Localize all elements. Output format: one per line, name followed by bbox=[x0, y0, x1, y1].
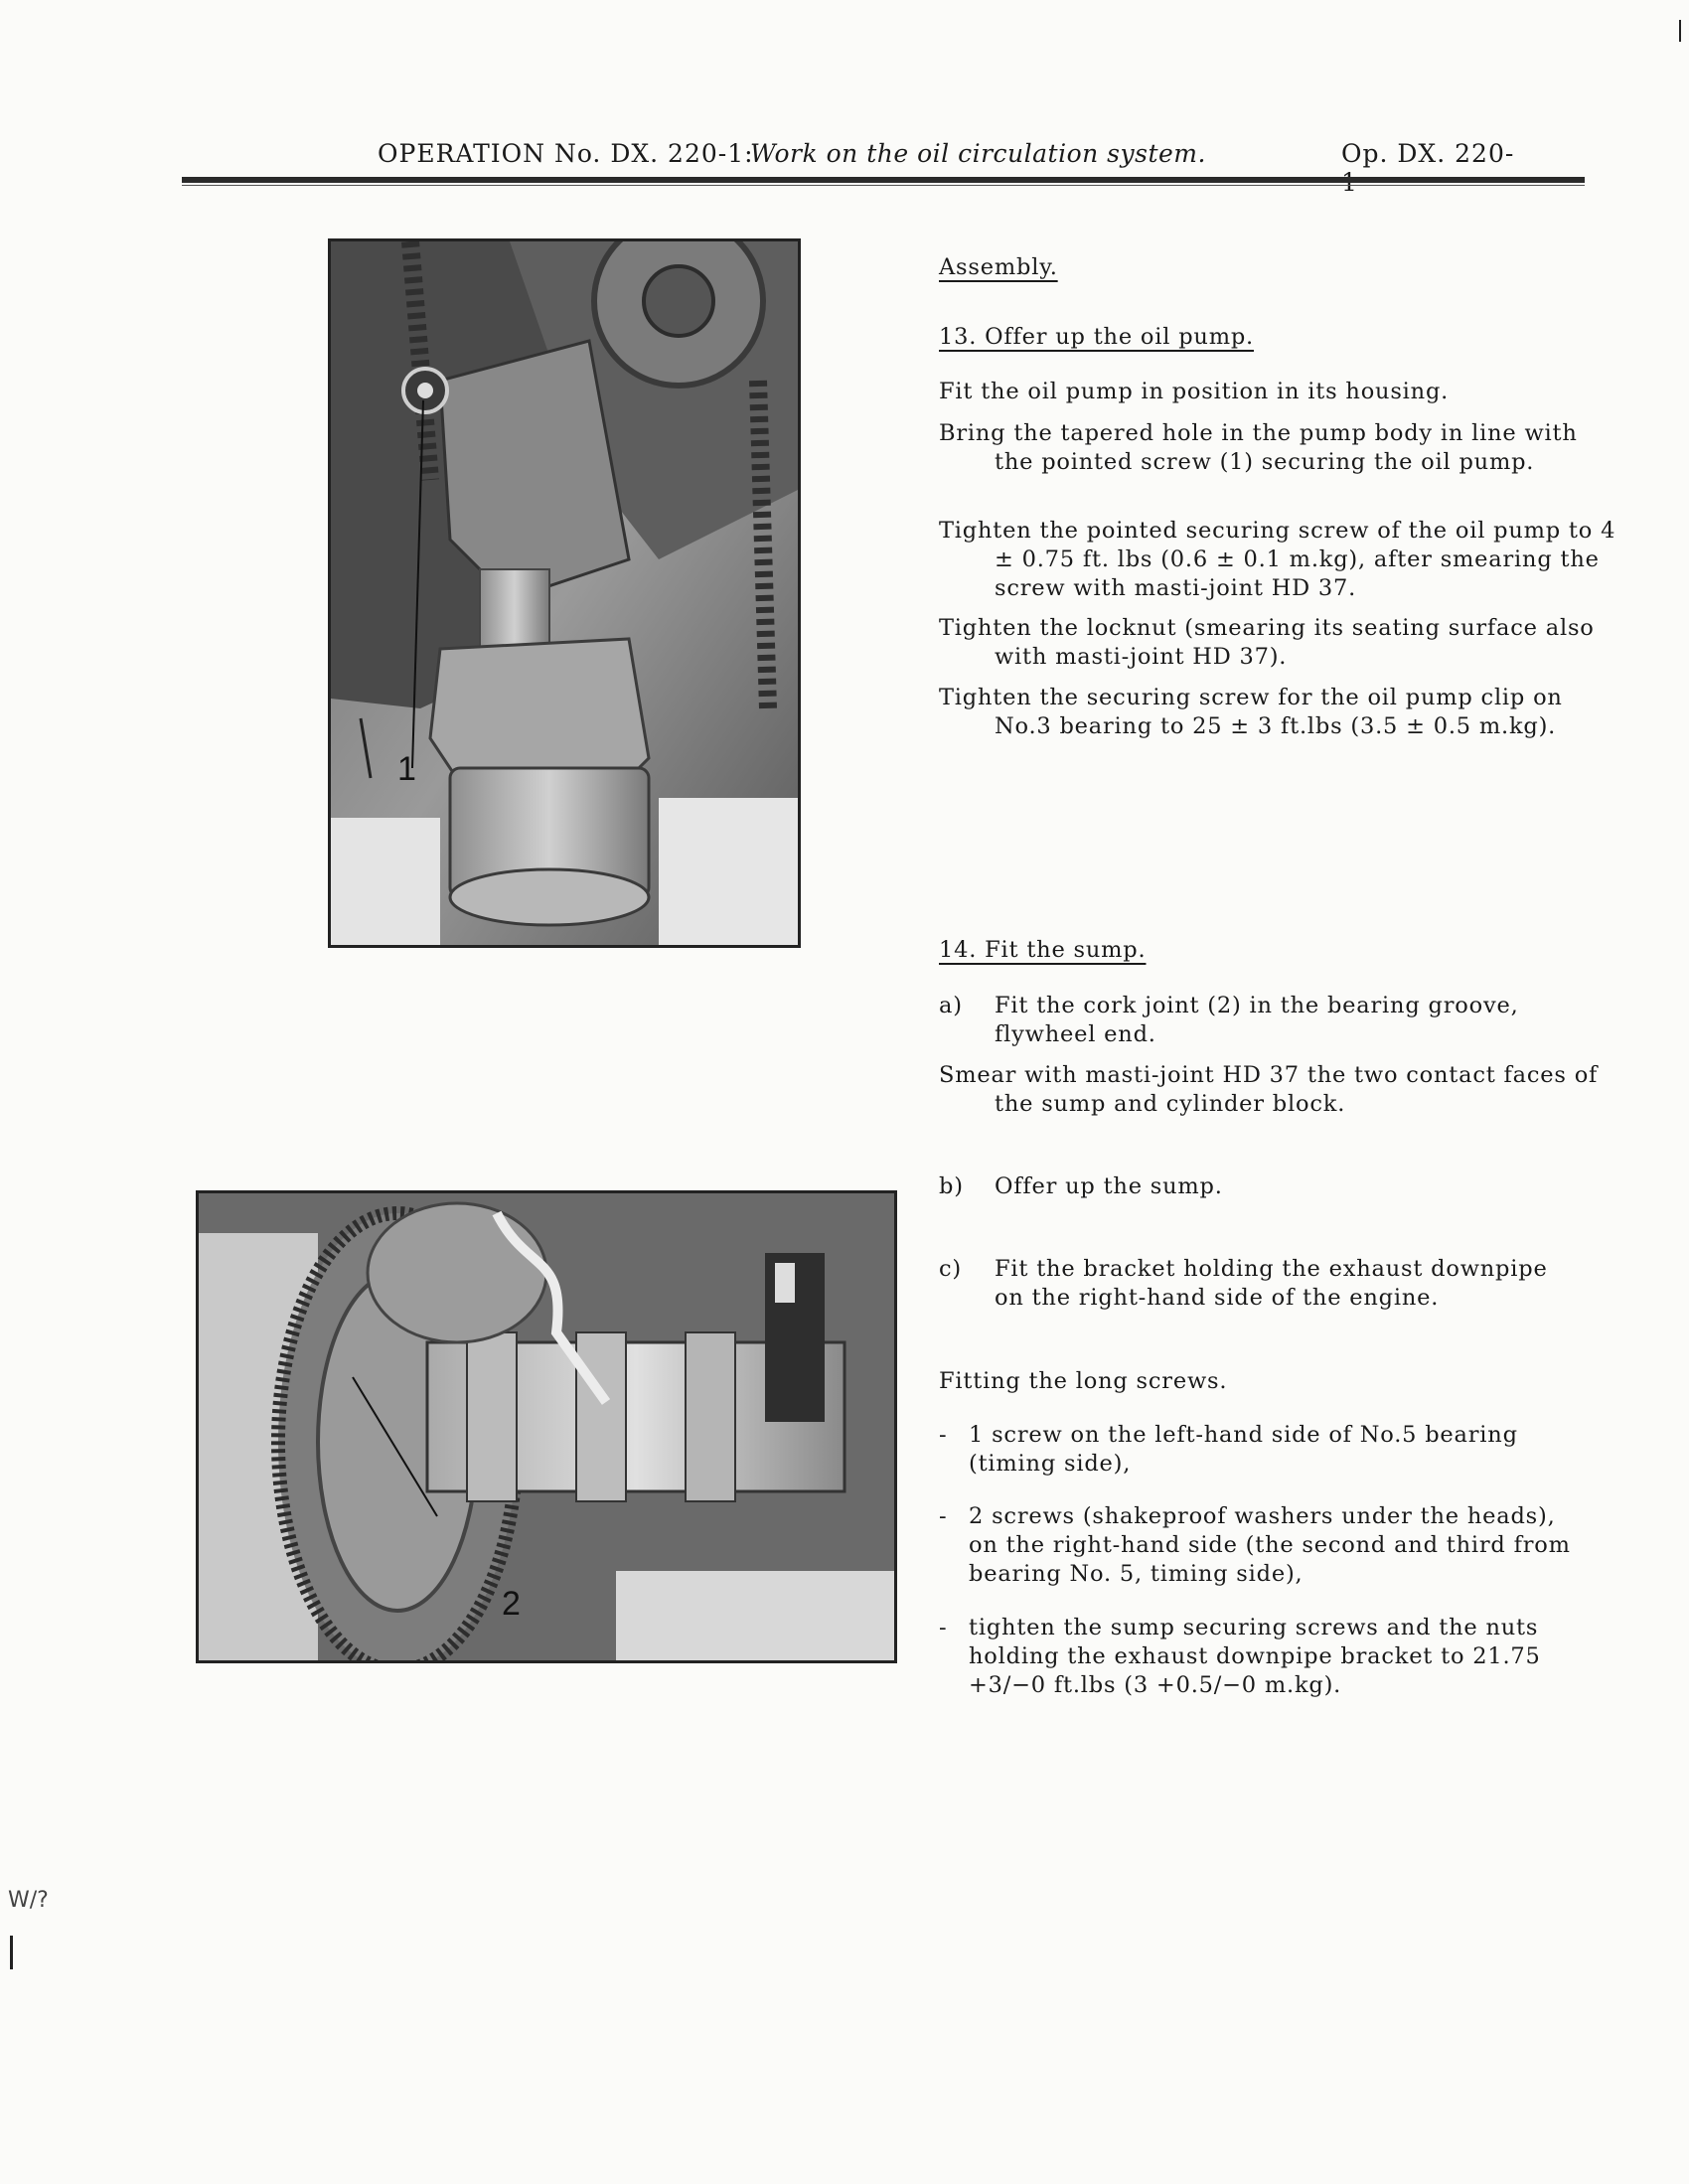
long-screws-dash-3: - bbox=[939, 1615, 948, 1640]
step-14a-text: Fit the cork joint (2) in the bearing groove, flywheel end. bbox=[995, 993, 1519, 1047]
long-screws-item-3: tighten the sump securing screws and the nuts holding the exhaust downpipe bracket to 21.75 +3/−0 ft.lbs (3 +0.5/−0 m.kg). bbox=[969, 1615, 1541, 1698]
header-rule-thin bbox=[182, 185, 1585, 186]
long-screws-item-2: 2 screws (shakeproof washers under the heads), on the right-hand side (the second and third from bearing No. 5, timing side), bbox=[969, 1503, 1571, 1587]
step-14b-text: Offer up the sump. bbox=[995, 1173, 1223, 1199]
step-14a-label: a) bbox=[939, 993, 963, 1018]
long-screws-dash-2: - bbox=[939, 1503, 948, 1529]
long-screws-dash-1: - bbox=[939, 1422, 948, 1448]
long-screws-item-1: 1 screw on the left-hand side of No.5 bearing (timing side), bbox=[969, 1422, 1518, 1477]
figure-2-callout: 2 bbox=[502, 1585, 521, 1623]
operation-ref: Op. DX. 220- bbox=[1341, 139, 1515, 168]
figure-oil-pump-photo bbox=[328, 238, 801, 948]
margin-bar bbox=[10, 1936, 13, 1969]
edge-mark bbox=[1679, 20, 1681, 42]
step-14c-label: c) bbox=[939, 1256, 962, 1282]
sump-illustration bbox=[199, 1193, 894, 1660]
step-13-p1: Fit the oil pump in position in its housing. bbox=[939, 379, 1450, 404]
step-14-smear: Smear with masti-joint HD 37 the two contact faces of the sump and cylinder block. bbox=[939, 1062, 1599, 1117]
step-14b-label: b) bbox=[939, 1173, 964, 1199]
operation-title: Work on the oil circulation system. bbox=[750, 139, 1206, 168]
step-13-p3: Tighten the pointed securing screw of the oil pump to 4 ± 0.75 ft. lbs (0.6 ± 0.1 m.kg), after smearing the screw with masti-joint HD 37. bbox=[939, 518, 1616, 601]
figure-sump-photo bbox=[196, 1190, 897, 1663]
step-14-heading: 14. Fit the sump. bbox=[939, 937, 1147, 963]
step-13-p2: Bring the tapered hole in the pump body in line with the pointed screw (1) securing the oil pump. bbox=[939, 420, 1578, 475]
long-screws-heading: Fitting the long screws. bbox=[939, 1368, 1228, 1394]
page-header bbox=[378, 139, 1520, 175]
margin-note: W/? bbox=[8, 1888, 49, 1913]
operation-number: OPERATION No. DX. 220-1: bbox=[378, 139, 754, 168]
step-13-heading: 13. Offer up the oil pump. bbox=[939, 324, 1254, 350]
step-14c-text: Fit the bracket holding the exhaust downpipe on the right-hand side of the engine. bbox=[995, 1256, 1548, 1311]
step-13-p5: Tighten the securing screw for the oil pump clip on No.3 bearing to 25 ± 3 ft.lbs (3.5 ± 0.5 m.kg). bbox=[939, 685, 1563, 739]
step-13-p4: Tighten the locknut (smearing its seating surface also with masti-joint HD 37). bbox=[939, 615, 1595, 670]
oil-pump-illustration bbox=[331, 241, 798, 945]
assembly-heading: Assembly. bbox=[939, 254, 1058, 280]
header-rule bbox=[182, 177, 1585, 183]
figure-1-callout: 1 bbox=[397, 750, 416, 788]
